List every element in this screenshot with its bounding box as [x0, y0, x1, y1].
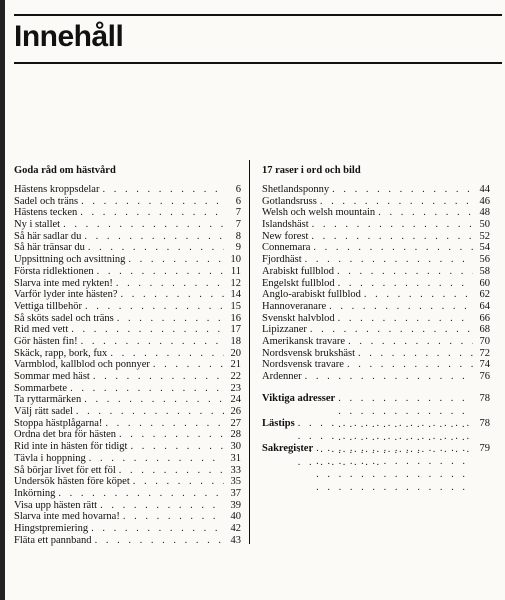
- toc-entry[interactable]: [14, 441, 241, 453]
- toc-column-left: [14, 164, 241, 546]
- toc-entry-page: 31: [230, 452, 241, 464]
- toc-section-page: 78: [479, 392, 490, 404]
- toc-entry-page: 68: [479, 324, 490, 336]
- toc-leader-dots: [312, 219, 473, 231]
- toc-entry-label: Slarva inte med hovarna!: [14, 511, 120, 523]
- toc-entry-label: Arabiskt fullblod: [262, 265, 335, 277]
- toc-entry-page: 30: [230, 441, 241, 453]
- toc-leader-dots: [95, 535, 224, 547]
- toc-entry-label: Visa upp hästen rätt: [14, 499, 98, 511]
- toc-column-right: [262, 164, 490, 455]
- toc-entry-label: Hannoveranare: [262, 300, 327, 312]
- toc-entry-page: 35: [230, 476, 241, 488]
- toc-entry[interactable]: [14, 313, 241, 325]
- toc-entry-label: Gotlandsruss: [262, 195, 317, 207]
- toc-leader-dots: [70, 383, 224, 395]
- toc-entry[interactable]: [262, 207, 490, 219]
- toc-leader-dots: [337, 266, 473, 278]
- toc-entry[interactable]: [14, 324, 241, 336]
- toc-leader-dots: [110, 348, 224, 360]
- toc-entry[interactable]: [14, 336, 241, 348]
- column-divider: [249, 160, 250, 544]
- toc-entry-page: 62: [479, 289, 490, 301]
- toc-entry-label: Ta ryttarmärken: [14, 394, 82, 406]
- toc-sections: [262, 392, 490, 455]
- toc-leader-dots: [130, 441, 224, 453]
- toc-entry-label: Undersök hästen före köpet: [14, 476, 130, 488]
- toc-leader-dots: [128, 254, 224, 266]
- toc-leader-dots: [347, 359, 473, 371]
- toc-entry[interactable]: [14, 429, 241, 441]
- toc-section-label: Viktiga adresser: [262, 392, 336, 404]
- toc-entry-page: 28: [230, 429, 241, 441]
- toc-section[interactable]: [262, 442, 490, 455]
- toc-entry-page: 26: [230, 406, 241, 418]
- toc-entry-label: Vettiga tillbehör: [14, 300, 82, 312]
- toc-entry-page: 44: [479, 184, 490, 195]
- toc-entry-label: Gör hästen fin!: [14, 335, 78, 347]
- toc-entry[interactable]: [14, 254, 241, 266]
- toc-leader-dots: [84, 394, 224, 406]
- toc-entry-label: Rid inte in hästen för tidigt: [14, 441, 128, 453]
- toc-entry-label: Nordsvensk travare: [262, 359, 344, 371]
- toc-entry-label: Lipizzaner: [262, 324, 307, 336]
- toc-leader-dots: [89, 453, 224, 465]
- toc-entry[interactable]: [14, 406, 241, 418]
- toc-entry[interactable]: [262, 231, 490, 243]
- toc-section[interactable]: [262, 417, 490, 430]
- toc-entry[interactable]: [14, 266, 241, 278]
- toc-leader-dots: [311, 231, 473, 243]
- toc-entry[interactable]: [14, 418, 241, 430]
- toc-section-page: 79: [479, 442, 490, 454]
- toc-entry-label: Sadel och träns: [14, 195, 79, 207]
- toc-leader-dots: [329, 301, 473, 313]
- toc-entry-page: 48: [479, 207, 490, 219]
- toc-entry-label: Så här tränsar du: [14, 242, 85, 254]
- toc-leader-dots: [102, 184, 224, 196]
- toc-leader-dots: [310, 324, 473, 336]
- toc-entry-label: Stoppa hästplågarna!: [14, 417, 103, 429]
- toc-entry-page: 46: [479, 195, 490, 207]
- toc-entry-page: 76: [479, 371, 490, 382]
- toc-leader-dots: [305, 371, 473, 383]
- toc-entry-page: 7: [235, 219, 241, 231]
- page-edge: [0, 0, 5, 600]
- toc-leader-dots: [305, 254, 473, 266]
- toc-entry[interactable]: [262, 313, 490, 325]
- toc-leader-dots: [58, 488, 224, 500]
- toc-entry-page: 10: [230, 254, 241, 266]
- toc-entry-label: Tävla i hoppning: [14, 452, 86, 464]
- toc-entry[interactable]: [14, 359, 241, 371]
- toc-leader-dots: [133, 476, 224, 488]
- toc-entry-label: Uppsittning och avsittning: [14, 254, 126, 266]
- toc-heading-right: 17 raser i ord och bild: [262, 165, 361, 176]
- toc-leader-dots: [316, 442, 473, 494]
- toc-entry[interactable]: [14, 301, 241, 313]
- toc-entry[interactable]: [262, 324, 490, 336]
- toc-leader-dots: [119, 429, 224, 441]
- toc-leader-dots: [84, 231, 224, 243]
- toc-entry-page: 11: [230, 265, 241, 277]
- toc-entry-page: 66: [479, 312, 490, 324]
- toc-leader-dots: [91, 523, 224, 535]
- toc-entry[interactable]: [14, 242, 241, 254]
- toc-entry-label: Connemara: [262, 242, 311, 254]
- toc-entry-page: 15: [230, 300, 241, 312]
- toc-entry[interactable]: [262, 254, 490, 266]
- toc-entry[interactable]: [262, 359, 490, 371]
- toc-entry-page: 54: [479, 242, 490, 254]
- toc-leader-dots: [121, 289, 225, 301]
- toc-entry[interactable]: [262, 242, 490, 254]
- toc-entry-label: Islandshäst: [262, 219, 309, 231]
- toc-entry[interactable]: [14, 196, 241, 208]
- toc-section-label: Sakregister: [262, 442, 314, 454]
- toc-entry[interactable]: [14, 383, 241, 395]
- toc-entry[interactable]: [14, 207, 241, 219]
- toc-entry[interactable]: [14, 394, 241, 406]
- toc-entry-label: Fjordhäst: [262, 254, 302, 266]
- toc-entry[interactable]: [14, 488, 241, 500]
- toc-list-right: [262, 184, 490, 383]
- toc-entry[interactable]: [262, 348, 490, 360]
- toc-entry-label: Engelskt fullblod: [262, 277, 335, 289]
- toc-leader-dots: [117, 313, 224, 325]
- toc-entry-label: Anglo-arabiskt fullblod: [262, 289, 361, 301]
- toc-entry-label: Hingstpremiering: [14, 522, 89, 534]
- toc-leader-dots: [85, 301, 224, 313]
- toc-entry-label: Inkörning: [14, 487, 56, 499]
- toc-leader-dots: [76, 406, 224, 418]
- toc-entry-page: 23: [230, 382, 241, 394]
- toc-entry-page: 72: [479, 347, 490, 359]
- toc-entry-page: 39: [230, 499, 241, 511]
- toc-entry-label: Skäck, rapp, bork, fux: [14, 347, 108, 359]
- toc-entry-page: 17: [230, 324, 241, 336]
- toc-leader-dots: [116, 278, 224, 290]
- toc-entry-page: 9: [235, 242, 241, 254]
- toc-entry[interactable]: [262, 184, 490, 196]
- toc-entry-page: 22: [230, 371, 241, 382]
- toc-entry-label: New forest: [262, 230, 309, 242]
- toc-leader-dots: [123, 511, 224, 523]
- toc-entry-label: Hästens tecken: [14, 207, 78, 219]
- toc-entry-page: 52: [479, 230, 490, 242]
- toc-leader-dots: [63, 219, 224, 231]
- toc-entry-label: Varmblod, kallblod och ponnyer: [14, 359, 150, 371]
- toc-entry-page: 58: [479, 265, 490, 277]
- toc-entry-page: 56: [479, 254, 490, 266]
- toc-entry[interactable]: [14, 184, 241, 196]
- toc-leader-dots: [81, 196, 224, 208]
- toc-leader-dots: [153, 359, 224, 371]
- toc-entry[interactable]: [14, 523, 241, 535]
- toc-entry-page: 43: [230, 534, 241, 546]
- toc-entry[interactable]: [262, 371, 490, 383]
- toc-entry-page: 37: [230, 487, 241, 499]
- toc-entry-page: 64: [479, 300, 490, 312]
- toc-entry[interactable]: [14, 348, 241, 360]
- toc-entry[interactable]: [14, 535, 241, 547]
- toc-entry-page: 6: [235, 184, 241, 195]
- toc-entry-page: 60: [479, 277, 490, 289]
- toc-entry-label: Svenskt halvblod: [262, 312, 335, 324]
- toc-leader-dots: [93, 371, 224, 383]
- toc-section-label: Lästips: [262, 417, 295, 429]
- toc-section[interactable]: [262, 392, 490, 405]
- toc-entry-page: 16: [230, 312, 241, 324]
- toc-heading-left: Goda råd om hästvård: [14, 165, 116, 176]
- toc-leader-dots: [338, 313, 473, 325]
- toc-entry-page: 14: [230, 289, 241, 301]
- toc-entry[interactable]: [14, 278, 241, 290]
- toc-entry-label: Första ridlektionen: [14, 265, 94, 277]
- toc-entry[interactable]: [262, 336, 490, 348]
- toc-entry-label: Nordsvensk brukshäst: [262, 347, 356, 359]
- toc-entry[interactable]: [262, 289, 490, 301]
- toc-leader-dots: [80, 207, 224, 219]
- toc-entry-label: Rid med vett: [14, 324, 69, 336]
- page-title: Innehåll: [14, 20, 124, 53]
- toc-list-left: [14, 184, 241, 546]
- toc-entry-page: 70: [479, 335, 490, 347]
- toc-entry-page: 6: [235, 195, 241, 207]
- toc-entry-label: Ny i stallet: [14, 219, 61, 231]
- toc-entry[interactable]: [14, 500, 241, 512]
- toc-entry[interactable]: [262, 278, 490, 290]
- toc-entry-page: 40: [230, 511, 241, 523]
- toc-entry-page: 18: [230, 335, 241, 347]
- toc-entry-label: Så här sadlar du: [14, 230, 82, 242]
- toc-leader-dots: [358, 348, 473, 360]
- toc-entry-label: Så sköts sadel och träns: [14, 312, 114, 324]
- title-rule: [14, 62, 502, 64]
- toc-entry-label: Varför lyder inte hästen?: [14, 289, 118, 301]
- toc-entry-page: 50: [479, 219, 490, 231]
- toc-entry[interactable]: [14, 219, 241, 231]
- toc-entry[interactable]: [14, 231, 241, 243]
- toc-leader-dots: [71, 324, 224, 336]
- toc-entry-page: 8: [235, 230, 241, 242]
- toc-leader-dots: [105, 418, 224, 430]
- toc-entry-page: 21: [230, 359, 241, 371]
- toc-entry-label: Welsh och welsh mountain: [262, 207, 376, 219]
- toc-entry[interactable]: [262, 196, 490, 208]
- toc-section-page: 78: [479, 417, 490, 429]
- toc-leader-dots: [332, 184, 473, 196]
- toc-entry-label: Fläta ett pannband: [14, 534, 92, 546]
- toc-leader-dots: [119, 465, 224, 477]
- toc-leader-dots: [81, 336, 224, 348]
- toc-entry-page: 20: [230, 347, 241, 359]
- toc-leader-dots: [338, 278, 473, 290]
- toc-entry[interactable]: [14, 289, 241, 301]
- toc-entry[interactable]: [14, 511, 241, 523]
- toc-entry[interactable]: [14, 465, 241, 477]
- toc-entry-label: Sommar med häst: [14, 371, 90, 382]
- toc-leader-dots: [348, 336, 473, 348]
- toc-entry-page: 7: [235, 207, 241, 219]
- toc-entry-label: Ordna det bra för hästen: [14, 429, 117, 441]
- toc-leader-dots: [100, 500, 224, 512]
- toc-entry-label: Slarva inte med rykten!: [14, 277, 113, 289]
- toc-entry[interactable]: [262, 266, 490, 278]
- toc-entry-label: Så börjar livet för ett föl: [14, 464, 116, 476]
- toc-leader-dots: [313, 242, 473, 254]
- toc-entry-label: Välj rätt sadel: [14, 406, 73, 418]
- toc-entry-label: Ardenner: [262, 371, 302, 382]
- toc-entry[interactable]: [262, 301, 490, 313]
- toc-entry[interactable]: [262, 219, 490, 231]
- toc-entry-page: 24: [230, 394, 241, 406]
- toc-entry[interactable]: [14, 371, 241, 383]
- toc-entry-label: Shetlandsponny: [262, 184, 330, 195]
- toc-entry-page: 27: [230, 417, 241, 429]
- toc-entry-label: Hästens kroppsdelar: [14, 184, 100, 195]
- toc-leader-dots: [364, 289, 473, 301]
- toc-leader-dots: [320, 196, 473, 208]
- toc-leader-dots: [97, 266, 224, 278]
- toc-leader-dots: [88, 242, 224, 254]
- toc-entry-label: Amerikansk travare: [262, 335, 346, 347]
- toc-entry-page: 74: [479, 359, 490, 371]
- toc-entry[interactable]: [14, 453, 241, 465]
- toc-leader-dots: [378, 207, 473, 219]
- toc-entry-page: 12: [230, 277, 241, 289]
- toc-entry-page: 42: [230, 522, 241, 534]
- toc-entry-label: Sommarbete: [14, 382, 68, 394]
- toc-entry[interactable]: [14, 476, 241, 488]
- toc-entry-page: 33: [230, 464, 241, 476]
- top-rule: [14, 14, 502, 16]
